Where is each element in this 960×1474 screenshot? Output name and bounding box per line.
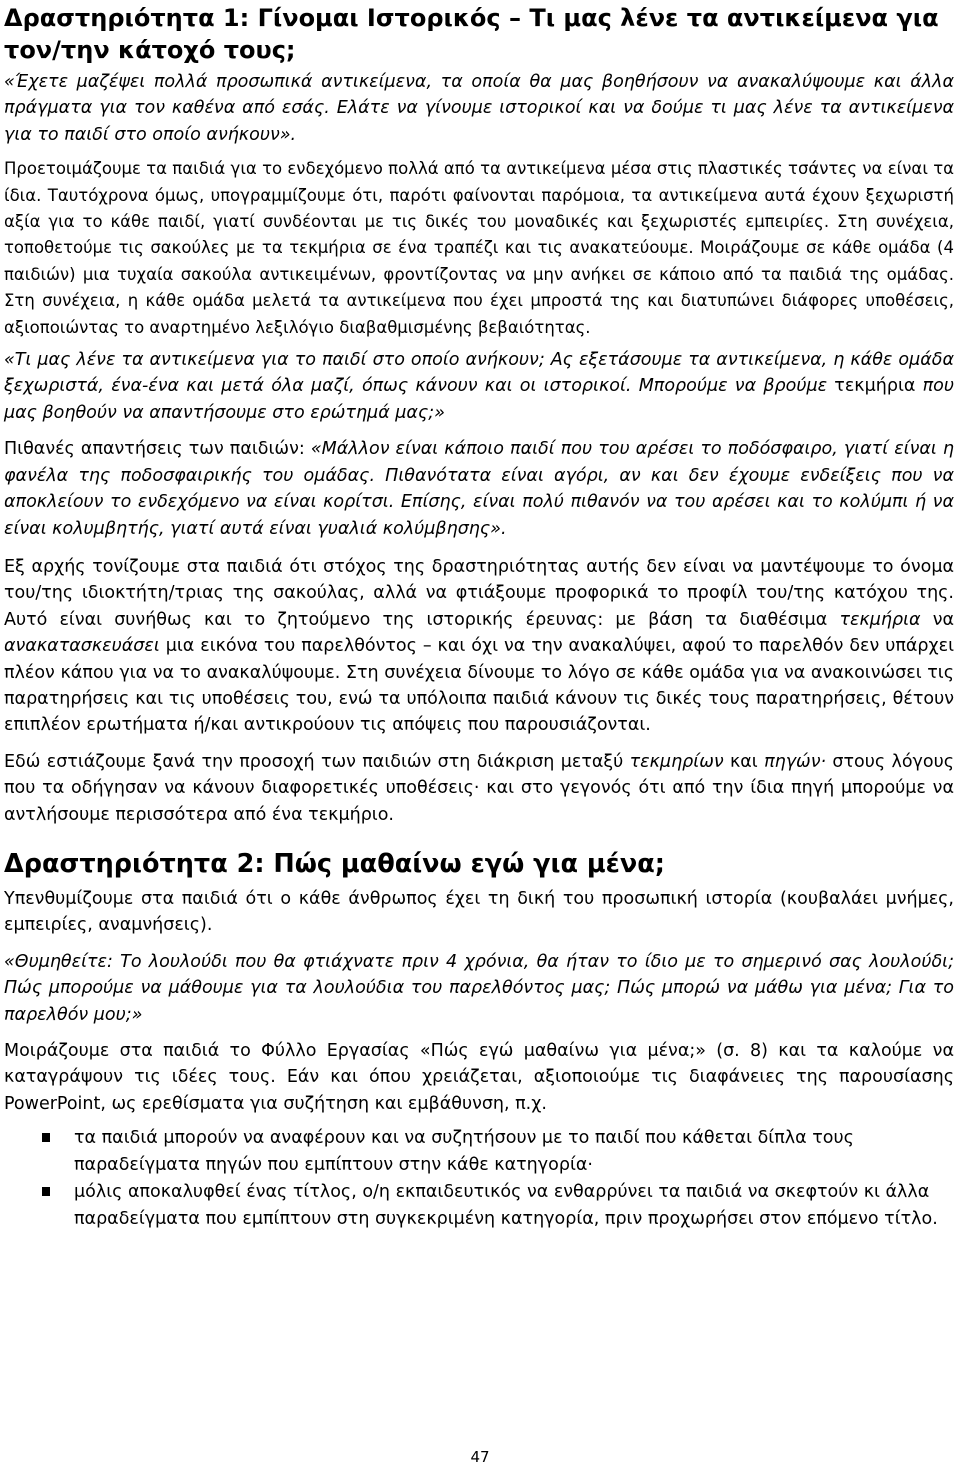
activity1-answers — [4, 436, 954, 542]
list-item — [4, 1125, 954, 1179]
activity2-bullet-list — [4, 1125, 954, 1233]
para2-part-a: Εξ αρχής τονίζουμε στα παιδιά ότι στόχος της δραστηριότητας αυτής δεν είναι να μαντέψουμε το όνομα του/της ιδιοκτήτη/τριας της σακούλας, αλλά να φτιάξουμε προφορικά το προφίλ του/της κατόχου της. Αυτό είναι συνήθως και το ζητούμενο της ιστορικής έρευνας: με βάση τα διαθέσιμα — [4, 556, 954, 630]
activity2-title: Δραστηριότητα 2: Πώς μαθαίνω εγώ για μένα; — [4, 848, 665, 879]
bullet-text: μόλις αποκαλυφθεί ένας τίτλος, ο/η εκπαιδευτικός να ενθαρρύνει τα παιδιά να σκεφτούν κι άλλα παραδείγματα που εμπίπτουν στη συγκεκριμένη κατηγορία, πριν προχωρήσει στον επόμενο τίτλο. — [74, 1182, 938, 1230]
para3-part-c: και — [723, 751, 765, 772]
activity2-paragraph-1: Υπενθυμίζουμε στα παιδιά ότι ο κάθε άνθρωπος έχει τη δική του προσωπική ιστορία (κουβαλάει μνήμες, εμπειρίες, αναμνήσεις). — [4, 888, 954, 936]
answers-quote: «Μάλλον είναι κάποιο παιδί που του αρέσει το ποδόσφαιρο, γιατί είναι η φανέλα της ποδοσφαιρικής του ομάδας. Πιθανότατα είναι αγόρι, αν και δεν έχουμε ενδείξεις που να αποκλείουν το ενδεχόμενο να είναι κορίτσι. Επίσης, είναι πολύ πιθανόν να του αρέσει και το κολύμπι ή να είναι κολυμβητής, γιατί αυτά είναι γυαλιά κολύμβησης». — [4, 439, 955, 539]
activity1-quote-2 — [4, 347, 954, 426]
activity2-paragraph-2: Μοιράζουμε στα παιδιά το Φύλλο Εργασίας «Πώς εγώ μαθαίνω για μένα;» (σ. 8) και τα καλούμε να καταγράψουν τις ιδέες τους. Εάν και όπου χρειάζεται, αξιοποιούμε τις διαφάνειες της παρουσίασης PowerPoint, ως ερεθίσματα για συζήτηση και εμβάθυνση, π.χ. — [4, 1041, 954, 1114]
para2-part-e: μια εικόνα του παρελθόντος – και όχι να την ανακαλύψει, αφού το παρελθόν δεν υπάρχει πλέον κάπου για να το ανακαλύψουμε. Στη συνέχεια δίνουμε το λόγο σε κάθε ομάδα για να ανακοινώσει τις παρατηρήσεις και τις υποθέσεις του, ενώ τα υπόλοιπα παιδιά κάνουν τις δικές τους παρατηρήσεις, θέτουν επιπλέον ερωτήματα ή/και αντικρούουν τις απόψεις που παρουσιάζονται. — [4, 636, 954, 736]
activity1-title: Δραστηριότητα 1: Γίνομαι Ιστορικός – Τι μας λένε τα αντικείμενα για τον/την κάτοχό τους; — [4, 4, 939, 64]
quote2-part-b: τεκμήρια — [834, 376, 916, 397]
activity1-paragraph-3 — [4, 749, 954, 828]
para3-part-e: στους λόγους που τα οδήγησαν να κάνουν διαφορετικές υποθέσεις· και στο γεγονός ότι από την ίδια πηγή μπορούμε να αντλήσουμε περισσότερα από ένα τεκμήριο. — [4, 751, 954, 825]
para2-part-d: ανακατασκευάσει — [4, 636, 160, 657]
square-bullet-icon — [42, 1133, 50, 1142]
bullet-text: τα παιδιά μπορούν να αναφέρουν και να συζητήσουν με το παιδί που κάθεται δίπλα τους παραδείγματα πηγών που εμπίπτουν στην κάθε κατηγορία· — [74, 1128, 854, 1176]
para2-part-c: να — [920, 609, 955, 630]
page-number: 47 — [470, 1448, 490, 1466]
quote2-part-c: που μας βοηθούν να απαντήσουμε στο ερώτημά μας;» — [4, 376, 955, 423]
para2-part-b: τεκμήρια — [839, 609, 921, 630]
list-item — [4, 1179, 954, 1233]
document-page — [4, 0, 954, 1233]
para3-part-a: Εδώ εστιάζουμε ξανά την προσοχή των παιδιών στη διάκριση μεταξύ — [4, 751, 630, 772]
activity1-intro-quote: «Έχετε μαζέψει πολλά προσωπικά αντικείμενα, τα οποία θα μας βοηθήσουν να ανακαλύψουμε και άλλα πράγματα για τον καθένα από εσάς. Ελάτε να γίνουμε ιστορικοί και να δούμε τι μας λένε τα αντικείμενα για το παιδί στο οποίο ανήκουν». — [4, 72, 954, 145]
activity2-quote: «Θυμηθείτε: Το λουλούδι που θα φτιάχνατε πριν 4 χρόνια, θα ήταν το ίδιο με το σημερινό σας λουλούδι; Πώς μπορούμε να μάθουμε για τα λουλούδια του παρελθόντος μας; Πώς μπορώ να μάθω για μένα; Για το παρελθόν μου;» — [4, 951, 954, 1025]
quote2-part-a: «Τι μας λένε τα αντικείμενα για το παιδί στο οποίο ανήκουν; Ας εξετάσουμε τα αντικείμενα, η κάθε ομάδα ξεχωριστά, ένα-ένα και μετά όλα μαζί, όπως κάνουν και οι ιστορικοί. Μπορούμε να βρούμε — [4, 350, 954, 397]
para3-part-b: τεκμηρίων — [629, 751, 724, 772]
activity1-paragraph-2 — [4, 554, 954, 739]
answers-label: Πιθανές απαντήσεις των παιδιών: — [4, 439, 311, 460]
square-bullet-icon — [42, 1187, 50, 1196]
activity1-paragraph-1: Προετοιμάζουμε τα παιδιά για το ενδεχόμενο πολλά από τα αντικείμενα μέσα στις πλαστικές τσάντες να είναι τα ίδια. Ταυτόχρονα όμως, υπογραμμίζουμε ότι, παρότι φαίνονται παρόμοια, τα αντικείμενα αυτά έχουν ξεχωριστή αξία για το κάθε παιδί, γιατί συνδέονται με τις δικές του μοναδικές και ξεχωριστές εμπειρίες. Στη συνέχεια, τοποθετούμε τις σακούλες με τα τεκμήρια σε ένα τραπέζι και τις ανακατεύουμε. Μοιράζουμε σε κάθε ομάδα (4 παιδιών) μια τυχαία σακούλα αντικειμένων, φροντίζοντας να μην ανήκει σε κάποιο από τα παιδιά της ομάδας. Στη συνέχεια, η κάθε ομάδα μελετά τα αντικείμενα που έχει μπροστά της και διατυπώνει διάφορες υποθέσεις, αξιοποιώντας το αναρτημένο λεξιλόγιο διαβαθμισμένης βεβαιότητας. — [4, 159, 954, 337]
para3-part-d: πηγών· — [764, 751, 827, 772]
